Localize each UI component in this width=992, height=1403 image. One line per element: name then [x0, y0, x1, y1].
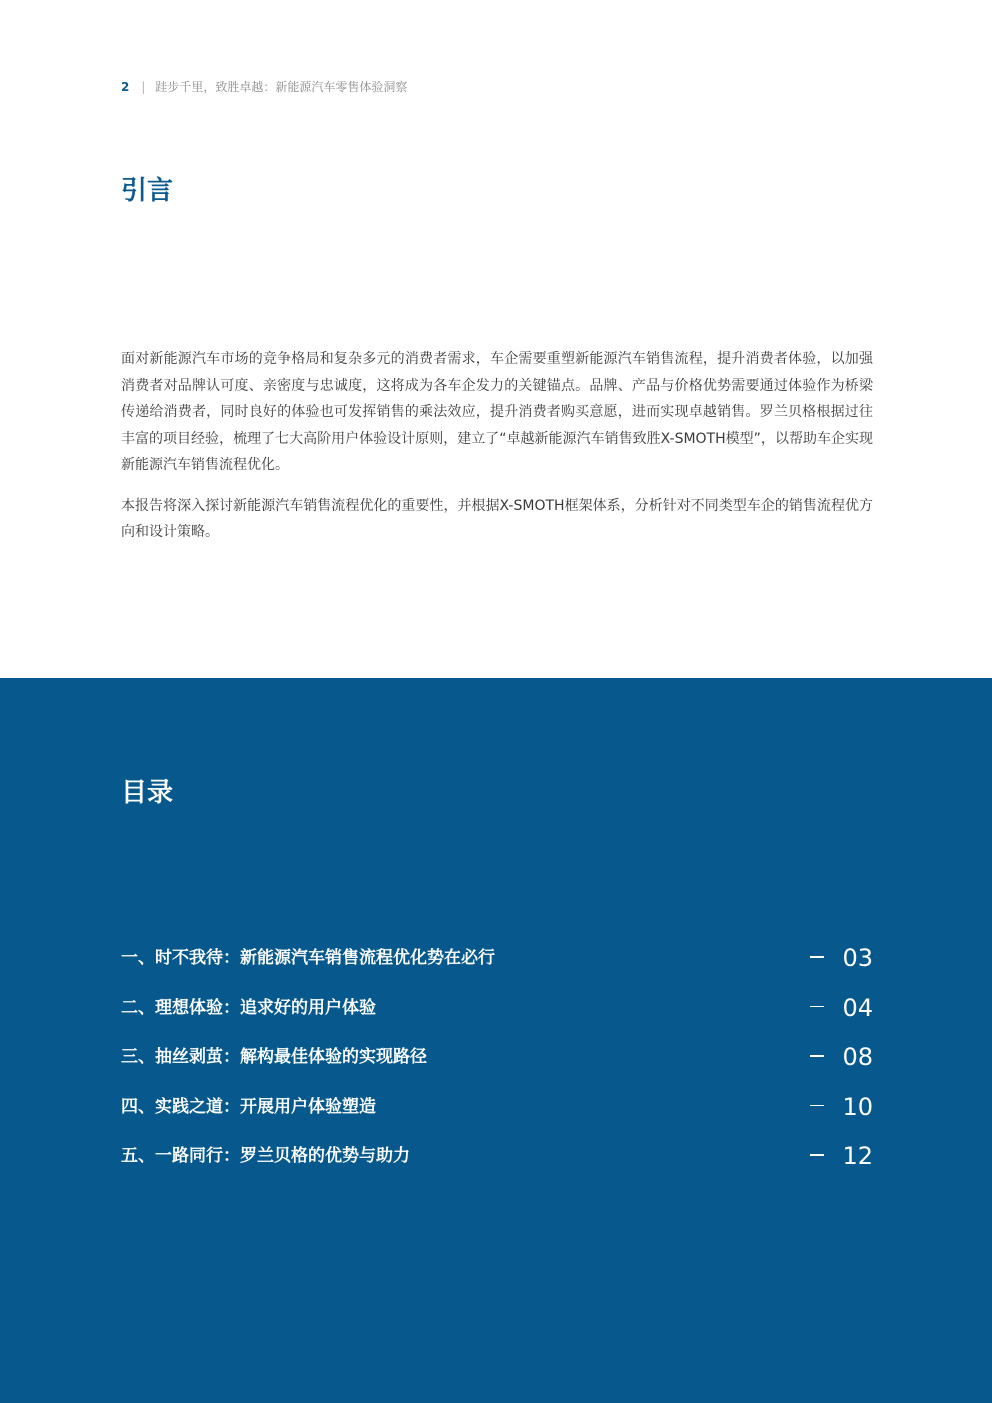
- toc-item-page: [810, 992, 873, 1024]
- running-header: [121, 79, 407, 95]
- toc-item[interactable]: [121, 990, 873, 1040]
- intro-paragraph: 本报告将深入探讨新能源汽车销售流程优化的重要性，并根据X-SMOTH框架体系，分析针对不同类型车企的销售流程优方向和设计策略。: [121, 497, 873, 540]
- intro-title: 引言: [121, 176, 174, 206]
- dash-icon: [810, 1105, 824, 1107]
- dash-icon: [810, 1154, 824, 1156]
- toc-page-number: 10: [842, 1092, 873, 1121]
- toc-item[interactable]: [121, 1138, 873, 1188]
- toc-item-page: [810, 1041, 873, 1073]
- toc-page-number: 08: [842, 1043, 873, 1071]
- report-title: 跬步千里，致胜卓越：新能源汽车零售体验洞察: [155, 80, 408, 94]
- intro-paragraph: 面对新能源汽车市场的竞争格局和复杂多元的消费者需求，车企需要重塑新能源汽车销售流程，提升消费者体验，以加强消费者对品牌认可度、亲密度与忠诚度，这将成为各车企发力的关键锚点。品牌、产品与价格优势需要通过体验作为桥梁传递给消费者，同时良好的体验也可发挥销售的乘法效应，提升消费者购买意愿，进而实现卓越销售。罗兰贝格根据过往丰富的项目经验，梳理了七大高阶用户体验设计原则，建立了“卓越新能源汽车销售致胜X-SMOTH模型”，以帮助车企实现新能源汽车销售流程优化。: [121, 351, 873, 473]
- toc-item-label: 二、理想体验：追求好的用户体验: [121, 997, 376, 1018]
- toc-item[interactable]: [121, 1089, 873, 1139]
- intro-body: [121, 346, 873, 560]
- table-of-contents: [0, 678, 992, 1403]
- toc-page-number: 03: [842, 944, 873, 972]
- toc-item-page: [810, 1140, 873, 1172]
- dash-icon: [810, 1006, 824, 1008]
- toc-page-number: 04: [842, 993, 873, 1022]
- toc-item-page: [810, 1091, 873, 1123]
- toc-item[interactable]: [121, 940, 873, 990]
- toc-page-number: 12: [842, 1142, 873, 1170]
- toc-item[interactable]: [121, 1039, 873, 1089]
- dash-icon: [810, 1055, 824, 1057]
- toc-item-page: [810, 942, 873, 974]
- toc-item-label: 一、时不我待：新能源汽车销售流程优化势在必行: [121, 948, 495, 968]
- page-number: 2: [121, 80, 130, 94]
- toc-item-label: 四、实践之道：开展用户体验塑造: [121, 1096, 376, 1117]
- toc-item-label: 五、一路同行：罗兰贝格的优势与助力: [121, 1146, 410, 1166]
- toc-title: 目录: [121, 778, 174, 808]
- dash-icon: [810, 956, 824, 958]
- header-separator: |: [141, 80, 146, 94]
- toc-item-label: 三、抽丝剥茧：解构最佳体验的实现路径: [121, 1047, 427, 1067]
- toc-list: [121, 940, 873, 1188]
